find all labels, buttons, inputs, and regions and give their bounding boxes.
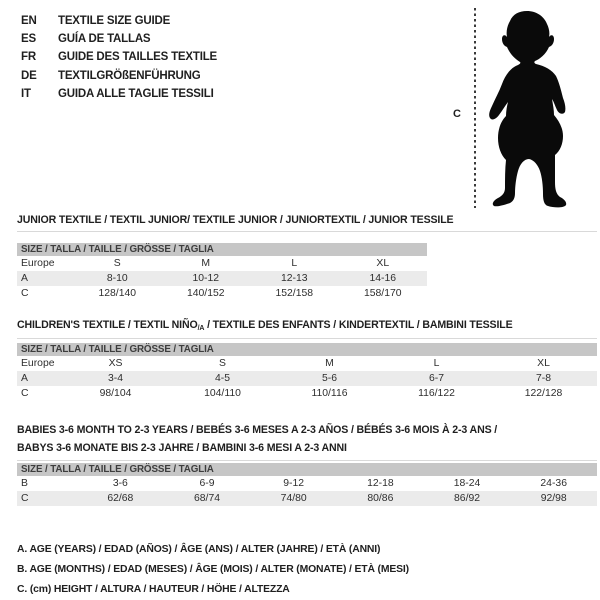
- language-row: [21, 12, 217, 30]
- size-cell: 62/68: [107, 493, 134, 504]
- row-label: Europe: [21, 258, 55, 269]
- table-body: [17, 476, 597, 506]
- size-cell: 86/92: [454, 493, 481, 504]
- size-cell: 3-6: [112, 478, 128, 489]
- size-cell: 7-8: [535, 373, 552, 384]
- legend-notes: [17, 540, 409, 600]
- size-cell: 140/152: [186, 288, 225, 299]
- height-measure-dashed-line: [474, 8, 476, 208]
- children-size-table: [17, 343, 597, 401]
- note-age-months: B. AGE (MONTHS) / EDAD (MESES) / ÂGE (MOIS) / ALTER (MONATE) / ETÀ (MESI): [17, 564, 409, 575]
- language-row: [21, 85, 217, 103]
- height-measure-label: C: [453, 108, 461, 120]
- size-cell: 4-5: [214, 373, 231, 384]
- divider-rule: [17, 338, 597, 339]
- row-label: B: [21, 478, 28, 489]
- size-cell: 12-13: [280, 273, 308, 284]
- size-cell: 152/158: [275, 288, 314, 299]
- size-cell: 92/98: [540, 493, 567, 504]
- language-code: FR: [21, 51, 36, 64]
- babies-table-title: [17, 421, 537, 457]
- table-row: [17, 386, 597, 401]
- toddler-silhouette-image: [482, 8, 574, 210]
- size-cell: 6-7: [428, 373, 445, 384]
- size-cell: 74/80: [280, 493, 307, 504]
- language-code: DE: [21, 69, 37, 82]
- size-cell: L: [433, 358, 440, 369]
- size-cell: 12-18: [367, 478, 394, 489]
- babies-title-line2: BABYS 3-6 MONATE BIS 2-3 JAHRE / BAMBINI 3-6 MESI A 2-3 ANNI: [17, 442, 347, 454]
- divider-rule: [17, 231, 597, 232]
- size-cell: 98/104: [99, 388, 132, 399]
- language-title: TEXTILGRÖßENFÜHRUNG: [58, 69, 201, 82]
- size-cell: L: [291, 258, 298, 269]
- size-cell: 6-9: [199, 478, 215, 489]
- size-cell: 14-16: [369, 273, 397, 284]
- size-cell: 9-12: [283, 478, 305, 489]
- size-cell: 110/116: [311, 388, 348, 399]
- row-label: C: [21, 493, 29, 504]
- row-label: A: [21, 373, 28, 384]
- table-row: [17, 476, 597, 491]
- size-cell: S: [219, 358, 226, 369]
- size-cell: 158/170: [363, 288, 402, 299]
- size-cell: 80/86: [367, 493, 394, 504]
- table-row: [17, 256, 427, 271]
- size-cell: XL: [376, 258, 390, 269]
- size-cell: 104/110: [204, 388, 241, 399]
- table-row: [17, 491, 597, 506]
- language-code: EN: [21, 15, 37, 27]
- language-title: GUIDA ALLE TAGLIE TESSILI: [58, 87, 214, 100]
- row-label: A: [21, 273, 28, 284]
- language-row: [21, 30, 217, 48]
- size-cell: 5-6: [321, 373, 338, 384]
- size-header-bar: SIZE / TALLA / TAILLE / GRÖSSE / TAGLIA: [17, 463, 597, 476]
- table-row: [17, 356, 597, 371]
- size-cell: 18-24: [453, 478, 481, 489]
- size-cell: 116/122: [418, 388, 455, 399]
- language-code: ES: [21, 33, 36, 46]
- size-cell: 10-12: [192, 273, 220, 284]
- size-cell: 3-4: [107, 373, 124, 384]
- junior-table-title: JUNIOR TEXTILE / TEXTIL JUNIOR/ TEXTILE JUNIOR / JUNIORTEXTIL / JUNIOR TESSILE: [17, 214, 454, 226]
- language-title: TEXTILE SIZE GUIDE: [58, 15, 171, 27]
- table-body: [17, 356, 597, 401]
- size-cell: 128/140: [98, 288, 137, 299]
- size-cell: M: [201, 258, 211, 269]
- size-cell: S: [113, 258, 121, 269]
- children-title-pre: CHILDREN'S TEXTILE / TEXTIL NIÑO: [17, 319, 198, 331]
- table-row: [17, 371, 597, 386]
- children-title-sub: /A: [197, 325, 205, 332]
- divider-rule: [17, 460, 597, 461]
- children-table-title: [17, 319, 513, 332]
- size-cell: XL: [537, 358, 550, 369]
- language-title: GUIDE DES TAILLES TEXTILE: [58, 51, 217, 64]
- size-cell: 68/74: [194, 493, 221, 504]
- size-cell: 24-36: [540, 478, 567, 489]
- babies-size-table: [17, 463, 597, 506]
- table-body: [17, 256, 427, 301]
- language-title: GUÍA DE TALLAS: [58, 33, 151, 46]
- language-title-block: [21, 12, 217, 103]
- language-code: IT: [21, 87, 31, 100]
- size-cell: M: [325, 358, 334, 369]
- size-header-bar: SIZE / TALLA / TAILLE / GRÖSSE / TAGLIA: [17, 343, 597, 356]
- table-row: [17, 271, 427, 286]
- size-cell: 8-10: [106, 273, 128, 284]
- row-label: C: [21, 388, 29, 399]
- babies-title-line1: BABIES 3-6 MONTH TO 2-3 YEARS / BEBÉS 3-6 MESES A 2-3 AÑOS / BÉBÉS 3-6 MOIS À 2-3 ANS /: [17, 424, 498, 436]
- junior-size-table: [17, 243, 427, 301]
- note-age-years: A. AGE (YEARS) / EDAD (AÑOS) / ÂGE (ANS) / ALTER (JAHRE) / ETÀ (ANNI): [17, 544, 381, 555]
- children-title-post: / TEXTILE DES ENFANTS / KINDERTEXTIL / BAMBINI TESSILE: [204, 319, 513, 331]
- table-row: [17, 286, 427, 301]
- size-header-bar: SIZE / TALLA / TAILLE / GRÖSSE / TAGLIA: [17, 243, 427, 256]
- language-row: [21, 48, 217, 66]
- language-row: [21, 67, 217, 85]
- row-label: Europe: [21, 358, 55, 369]
- size-cell: XS: [108, 358, 123, 369]
- size-cell: 122/128: [524, 388, 563, 399]
- note-height: C. (cm) HEIGHT / ALTURA / HAUTEUR / HÖHE / ALTEZZA: [17, 584, 290, 595]
- row-label: C: [21, 288, 29, 299]
